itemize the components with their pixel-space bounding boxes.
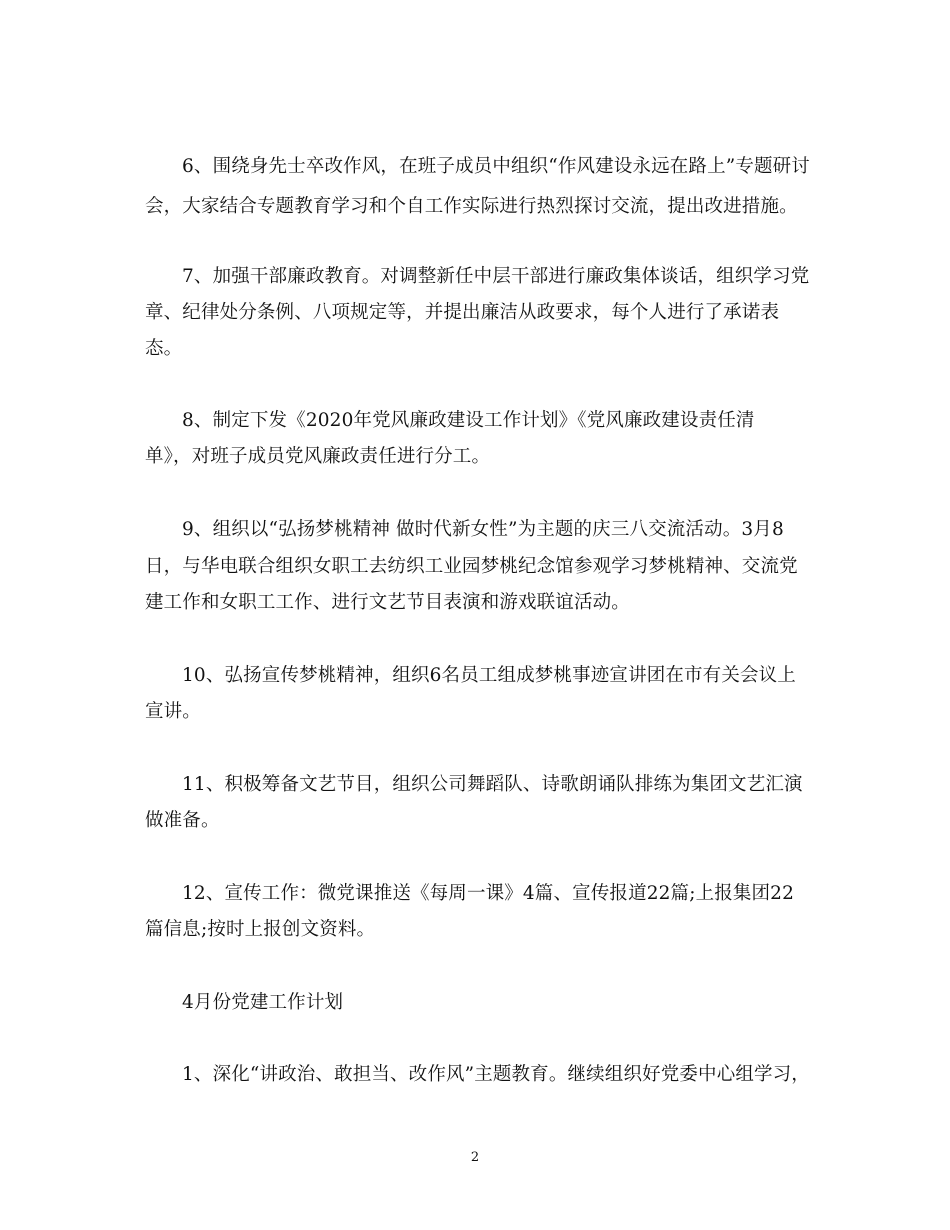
paragraph-11-line-2: 做准备。 (145, 810, 220, 831)
paragraph-7-line-3: 态。 (145, 338, 183, 359)
paragraph-12-line-2: 篇信息;按时上报创文资料。 (145, 919, 376, 940)
paragraph-7-line-2: 章、纪律处分条例、八项规定等，并提出廉洁从政要求，每个人进行了承诺表 (145, 302, 780, 323)
paragraph-9-line-1: 9、组织以“弘扬梦桃精神 做时代新女性”为主题的庆三八交流活动。3月8 (182, 519, 784, 540)
paragraph-8-line-1: 8、制定下发《2020年党风廉政建设工作计划》《党风廉政建设责任清 (182, 410, 755, 431)
page-number: 2 (470, 1150, 480, 1165)
paragraph-8-line-2: 单》，对班子成员党风廉政责任进行分工。 (145, 446, 491, 467)
paragraph-9-line-3: 建工作和女职工工作、进行文艺节目表演和游戏联谊活动。 (145, 592, 630, 613)
paragraph-12-line-1: 12、宣传工作：微党课推送《每周一课》4篇、宣传报道22篇;上报集团22 (182, 883, 795, 904)
paragraph-9-line-2: 日，与华电联合组织女职工去纺织工业园梦桃纪念馆参观学习梦桃精神、交流党 (145, 556, 798, 577)
paragraph-10-line-1: 10、弘扬宣传梦桃精神，组织6名员工组成梦桃事迹宣讲团在市有关会议上 (182, 665, 796, 686)
section-heading-april-plan: 4月份党建工作计划 (182, 992, 344, 1013)
paragraph-6-line-1: 6、围绕身先士卒改作风，在班子成员中组织“作风建设永远在路上”专题研讨 (182, 156, 810, 177)
april-plan-item-1-line-1: 1、深化“讲政治、敢担当、改作风”主题教育。继续组织好党委中心组学习， (182, 1064, 810, 1085)
paragraph-7-line-1: 7、加强干部廉政教育。对调整新任中层干部进行廉政集体谈话，组织学习党 (182, 266, 810, 287)
paragraph-10-line-2: 宣讲。 (145, 701, 201, 722)
paragraph-6-line-2: 会，大家结合专题教育学习和个自工作实际进行热烈探讨交流，提出改进措施。 (145, 196, 798, 217)
paragraph-11-line-1: 11、积极筹备文艺节目，组织公司舞蹈队、诗歌朗诵队排练为集团文艺汇演 (182, 774, 803, 795)
